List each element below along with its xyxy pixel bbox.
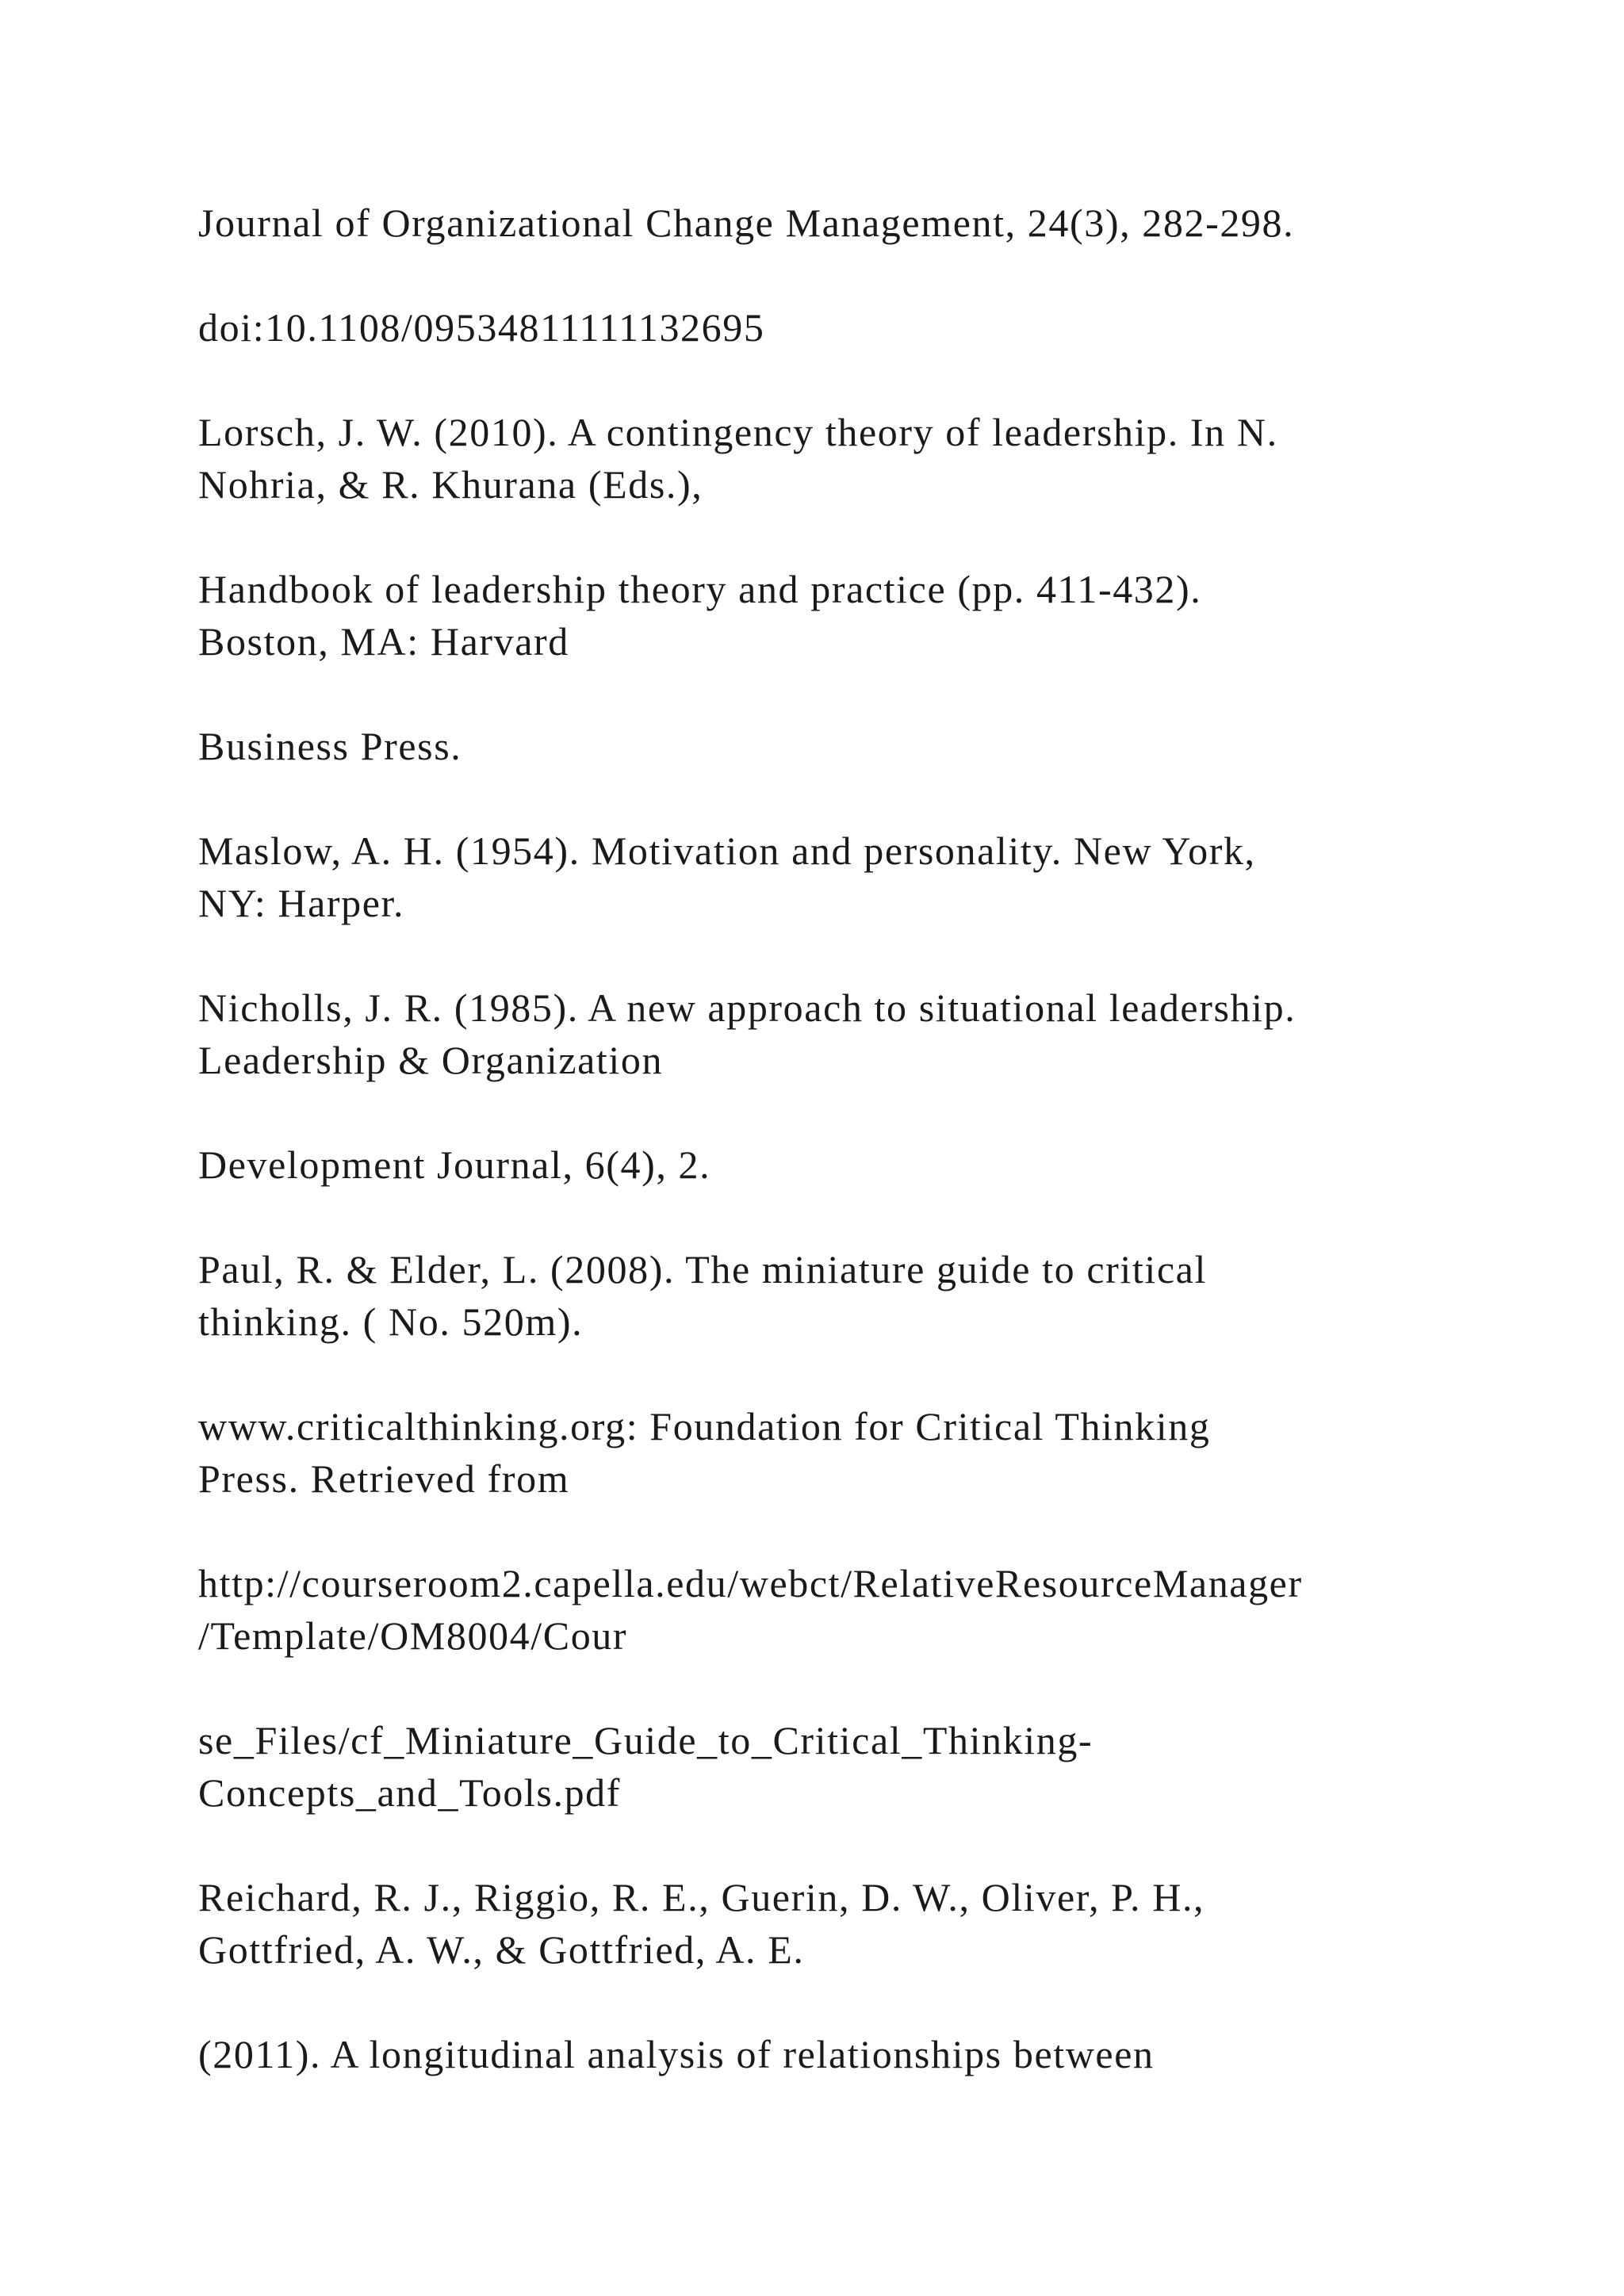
text-line: Concepts_and_Tools.pdf	[198, 1770, 622, 1815]
reference-paragraph-10	[198, 1400, 1507, 1505]
reference-paragraph-13	[198, 1871, 1507, 1976]
text-line: www.criticalthinking.org: Foundation for Critical Thinking	[198, 1404, 1211, 1448]
reference-paragraph-11	[198, 1557, 1507, 1662]
text-line: doi:10.1108/09534811111132695	[198, 305, 765, 350]
text-line: Maslow, A. H. (1954). Motivation and personality. New York,	[198, 828, 1256, 873]
text-line: Handbook of leadership theory and practice (pp. 411-432).	[198, 567, 1202, 611]
text-line: Nicholls, J. R. (1985). A new approach to situational leadership.	[198, 985, 1297, 1030]
text-line: (2011). A longitudinal analysis of relationships between	[198, 2032, 1155, 2076]
reference-paragraph-2	[198, 301, 1507, 354]
reference-paragraph-9	[198, 1243, 1507, 1348]
text-line: Leadership & Organization	[198, 1038, 664, 1082]
text-line: thinking. ( No. 520m).	[198, 1299, 584, 1344]
reference-paragraph-12	[198, 1714, 1507, 1819]
reference-paragraph-1	[198, 197, 1507, 249]
reference-paragraph-5	[198, 720, 1507, 772]
text-line: Journal of Organizational Change Management, 24(3), 282-298.	[198, 201, 1295, 245]
text-line: NY: Harper.	[198, 881, 405, 925]
text-line: Business Press.	[198, 724, 462, 768]
text-line: se_Files/cf_Miniature_Guide_to_Critical_Thinking-	[198, 1718, 1094, 1762]
text-line: Gottfried, A. W., & Gottfried, A. E.	[198, 1927, 805, 1972]
reference-paragraph-8	[198, 1138, 1507, 1191]
reference-paragraph-3	[198, 406, 1507, 511]
text-line: http://courseroom2.capella.edu/webct/RelativeResourceManager	[198, 1561, 1303, 1605]
text-line: Reichard, R. J., Riggio, R. E., Guerin, D. W., Oliver, P. H.,	[198, 1875, 1205, 1919]
reference-paragraph-7	[198, 982, 1507, 1086]
text-line: Press. Retrieved from	[198, 1456, 570, 1501]
text-line: /Template/OM8004/Cour	[198, 1613, 628, 1658]
reference-paragraph-14	[198, 2028, 1507, 2080]
text-line: Development Journal, 6(4), 2.	[198, 1142, 711, 1187]
reference-paragraph-6	[198, 825, 1507, 929]
text-line: Nohria, & R. Khurana (Eds.),	[198, 462, 703, 507]
text-line: Paul, R. & Elder, L. (2008). The miniature guide to critical	[198, 1247, 1207, 1292]
text-line: Boston, MA: Harvard	[198, 619, 569, 664]
text-line: Lorsch, J. W. (2010). A contingency theory of leadership. In N.	[198, 410, 1278, 454]
reference-paragraph-4	[198, 563, 1507, 668]
